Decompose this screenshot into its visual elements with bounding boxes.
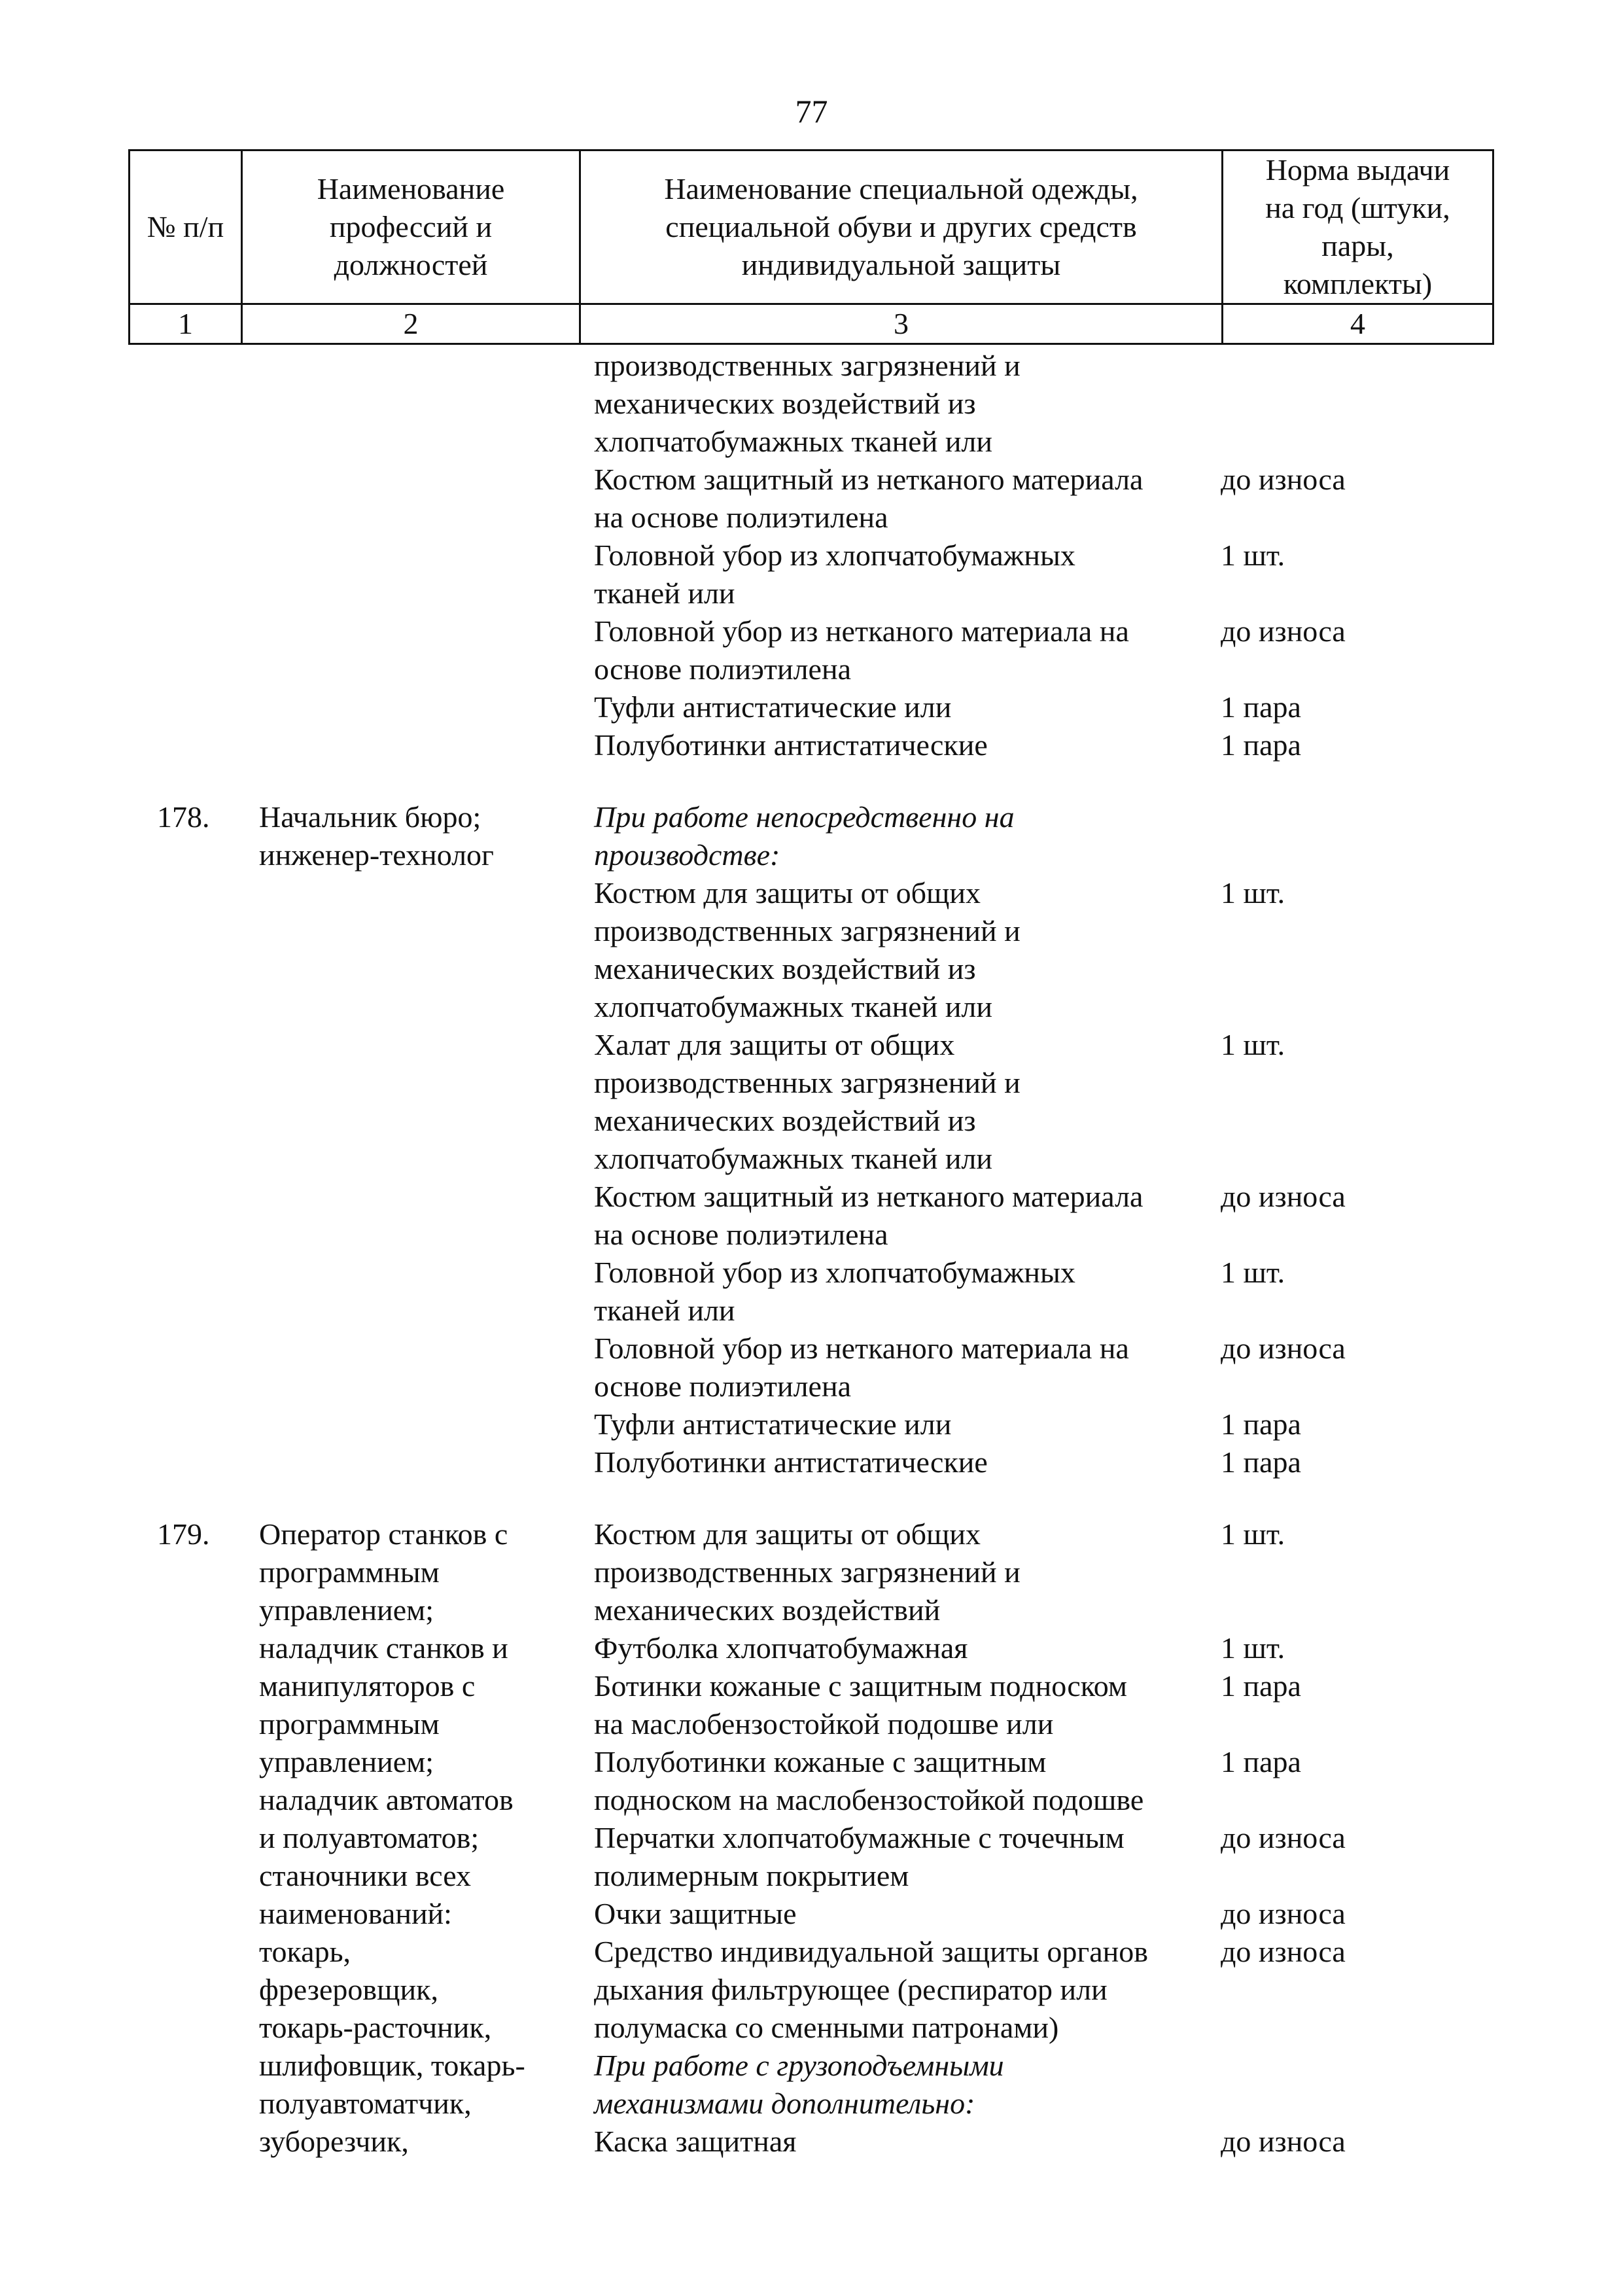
equipment-item — [594, 347, 1492, 461]
equipment-list — [594, 798, 1492, 1481]
equipment-item — [594, 1515, 1492, 1629]
equipment-line: Головной убор из хлопчатобумажных — [594, 1256, 1075, 1289]
equipment-line: тканей или — [594, 576, 735, 610]
profession-line: программным — [259, 1555, 440, 1589]
header-profession-line: профессий и — [329, 210, 493, 243]
issue-norm: до износа — [1221, 463, 1346, 496]
profession-line: управлением; — [259, 1745, 434, 1778]
equipment-line: хлопчатобумажных тканей или — [594, 1142, 993, 1175]
header-equipment-col — [580, 150, 1223, 304]
equipment-description — [594, 1629, 1221, 1667]
equipment-item — [594, 537, 1492, 612]
profession-line: и полуавтоматов; — [259, 1821, 480, 1854]
issue-norm: до износа — [1221, 1332, 1346, 1365]
equipment-line: на основе полиэтилена — [594, 1218, 888, 1251]
equipment-line: производственных загрязнений и — [594, 349, 1021, 382]
equipment-line: хлопчатобумажных тканей или — [594, 425, 993, 458]
table-row — [0, 347, 1623, 764]
equipment-description — [594, 1895, 1221, 1933]
equipment-item — [594, 1405, 1492, 1443]
equipment-description — [594, 1405, 1221, 1443]
equipment-line: механических воздействий из — [594, 1104, 976, 1137]
header-norm-line: пары, — [1321, 229, 1394, 262]
equipment-line: Головной убор из нетканого материала на — [594, 614, 1129, 648]
issue-norm: 1 шт. — [1221, 1256, 1285, 1289]
profession-name — [259, 798, 573, 874]
profession-line: полуавтоматчик, — [259, 2087, 472, 2120]
equipment-line: Туфли антистатические или — [594, 1407, 952, 1441]
issue-norm: 1 пара — [1221, 690, 1301, 724]
equipment-line: Костюм для защиты от общих — [594, 1517, 981, 1551]
equipment-description — [594, 1254, 1221, 1330]
equipment-description — [594, 612, 1221, 688]
equipment-line: Полуботинки кожаные с защитным — [594, 1745, 1047, 1778]
profession-line: зуборезчик, — [259, 2125, 409, 2158]
page-number: 77 — [795, 93, 828, 130]
profession-line: шлифовщик, токарь- — [259, 2049, 525, 2082]
equipment-description — [594, 1515, 1221, 1629]
column-number-1: 1 — [130, 304, 242, 344]
condition-note — [594, 2047, 1492, 2123]
profession-line: инженер-технолог — [259, 838, 494, 872]
equipment-item — [594, 1330, 1492, 1405]
equipment-list — [594, 1515, 1492, 2161]
equipment-line: основе полиэтилена — [594, 1369, 851, 1403]
equipment-description — [594, 1743, 1221, 1819]
profession-line: токарь, — [259, 1935, 351, 1968]
issue-norm: 1 пара — [1221, 1445, 1301, 1479]
equipment-line: дыхания фильтрующее (респиратор или — [594, 1973, 1108, 2006]
equipment-line: полимерным покрытием — [594, 1859, 909, 1892]
header-norm-line: на год (штуки, — [1265, 191, 1450, 224]
issue-norm: 1 пара — [1221, 728, 1301, 762]
equipment-description — [594, 1026, 1221, 1178]
table-body — [0, 347, 1623, 2161]
issue-norm: до износа — [1221, 1821, 1346, 1854]
equipment-line: подноском на маслобензостойкой подошве — [594, 1783, 1144, 1816]
equipment-item — [594, 1743, 1492, 1819]
issue-norm: 1 шт. — [1221, 1028, 1285, 1061]
issue-norm: 1 шт. — [1221, 1631, 1285, 1665]
header-equipment-line: Наименование специальной одежды, — [664, 172, 1138, 205]
header-equipment-line: специальной обуви и других средств — [665, 210, 1137, 243]
issue-norm: до износа — [1221, 614, 1346, 648]
issue-norm: 1 пара — [1221, 1669, 1301, 1703]
row-number: 178. — [157, 800, 210, 834]
equipment-line: механических воздействий из — [594, 387, 976, 420]
equipment-line: на основе полиэтилена — [594, 501, 888, 534]
profession-line: Оператор станков с — [259, 1517, 508, 1551]
profession-line: наладчик станков и — [259, 1631, 508, 1665]
equipment-line: При работе непосредственно на — [594, 800, 1015, 834]
issue-norm: 1 пара — [1221, 1407, 1301, 1441]
equipment-line: механизмами дополнительно: — [594, 2087, 975, 2120]
equipment-line: При работе с грузоподъемными — [594, 2049, 1004, 2082]
row-number: 179. — [157, 1517, 210, 1551]
issue-norm: 1 шт. — [1221, 876, 1285, 910]
profession-line: управлением; — [259, 1593, 434, 1627]
header-number-label: № п/п — [147, 210, 224, 243]
equipment-line: производственных загрязнений и — [594, 1066, 1021, 1099]
equipment-item — [594, 612, 1492, 688]
equipment-line: производстве: — [594, 838, 780, 872]
equipment-item — [594, 1254, 1492, 1330]
equipment-description — [594, 461, 1221, 537]
table-row — [0, 1515, 1623, 2161]
issue-norm: 1 шт. — [1221, 539, 1285, 572]
equipment-item — [594, 1026, 1492, 1178]
equipment-item — [594, 461, 1492, 537]
header-profession-line: должностей — [334, 248, 488, 281]
equipment-description — [594, 726, 1221, 764]
issue-norm: 1 шт. — [1221, 1517, 1285, 1551]
equipment-item — [594, 688, 1492, 726]
header-number-col — [130, 150, 242, 304]
equipment-line: Халат для защиты от общих — [594, 1028, 955, 1061]
equipment-item — [594, 1895, 1492, 1933]
equipment-line: механических воздействий из — [594, 952, 976, 985]
profession-name — [259, 1515, 573, 2161]
equipment-item — [594, 726, 1492, 764]
equipment-line: Полуботинки антистатические — [594, 728, 988, 762]
profession-line: наладчик автоматов — [259, 1783, 514, 1816]
equipment-item — [594, 1819, 1492, 1895]
equipment-line: механических воздействий — [594, 1593, 941, 1627]
equipment-description — [594, 537, 1221, 612]
issue-norm: до износа — [1221, 1180, 1346, 1213]
profession-line: программным — [259, 1707, 440, 1740]
equipment-description — [594, 1178, 1221, 1254]
equipment-description — [594, 1933, 1221, 2047]
equipment-list — [594, 347, 1492, 764]
table-header — [128, 149, 1494, 345]
equipment-description — [594, 688, 1221, 726]
equipment-line: Головной убор из нетканого материала на — [594, 1332, 1129, 1365]
equipment-item — [594, 874, 1492, 1026]
header-profession-line: Наименование — [317, 172, 505, 205]
equipment-line: Костюм защитный из нетканого материала — [594, 1180, 1143, 1213]
header-profession-col — [242, 150, 580, 304]
equipment-line: Очки защитные — [594, 1897, 797, 1930]
equipment-description — [594, 1667, 1221, 1743]
equipment-description — [594, 2047, 1221, 2123]
equipment-line: на маслобензостойкой подошве или — [594, 1707, 1054, 1740]
equipment-line: тканей или — [594, 1294, 735, 1327]
column-number-3: 3 — [580, 304, 1223, 344]
equipment-item — [594, 1933, 1492, 2047]
issue-norm: 1 пара — [1221, 1745, 1301, 1778]
profession-line: манипуляторов с — [259, 1669, 476, 1703]
equipment-line: Футболка хлопчатобумажная — [594, 1631, 968, 1665]
equipment-line: Каска защитная — [594, 2125, 797, 2158]
condition-note — [594, 798, 1492, 874]
profession-line: Начальник бюро; — [259, 800, 481, 834]
equipment-line: производственных загрязнений и — [594, 1555, 1021, 1589]
issue-norm: до износа — [1221, 1935, 1346, 1968]
equipment-item — [594, 2123, 1492, 2161]
equipment-line: хлопчатобумажных тканей или — [594, 990, 993, 1023]
header-norm-col — [1223, 150, 1493, 304]
profession-line: фрезеровщик, — [259, 1973, 438, 2006]
equipment-line: Туфли антистатические или — [594, 690, 952, 724]
profession-line: наименований: — [259, 1897, 452, 1930]
header-norm-line: Норма выдачи — [1265, 153, 1450, 186]
equipment-description — [594, 798, 1221, 874]
issue-norm: до износа — [1221, 1897, 1346, 1930]
equipment-item — [594, 1667, 1492, 1743]
equipment-description — [594, 2123, 1221, 2161]
profession-line: станочники всех — [259, 1859, 471, 1892]
equipment-line: основе полиэтилена — [594, 652, 851, 686]
equipment-line: производственных загрязнений и — [594, 914, 1021, 947]
equipment-line: полумаска со сменными патронами) — [594, 2011, 1059, 2044]
issue-norm: до износа — [1221, 2125, 1346, 2158]
equipment-line: Ботинки кожаные с защитным подноском — [594, 1669, 1128, 1703]
profession-line: токарь-расточник, — [259, 2011, 492, 2044]
equipment-item — [594, 1629, 1492, 1667]
equipment-line: Полуботинки антистатические — [594, 1445, 988, 1479]
column-number-4: 4 — [1223, 304, 1493, 344]
equipment-description — [594, 1819, 1221, 1895]
equipment-line: Перчатки хлопчатобумажные с точечным — [594, 1821, 1125, 1854]
header-equipment-line: индивидуальной защиты — [741, 248, 1061, 281]
equipment-line: Костюм для защиты от общих — [594, 876, 981, 910]
header-norm-line: комплекты) — [1283, 267, 1433, 300]
table-row — [0, 798, 1623, 1481]
equipment-item — [594, 1178, 1492, 1254]
equipment-description — [594, 1330, 1221, 1405]
equipment-description — [594, 347, 1221, 461]
equipment-description — [594, 1443, 1221, 1481]
equipment-line: Костюм защитный из нетканого материала — [594, 463, 1143, 496]
equipment-line: Головной убор из хлопчатобумажных — [594, 539, 1075, 572]
equipment-item — [594, 1443, 1492, 1481]
equipment-line: Средство индивидуальной защиты органов — [594, 1935, 1148, 1968]
column-number-2: 2 — [242, 304, 580, 344]
equipment-description — [594, 874, 1221, 1026]
